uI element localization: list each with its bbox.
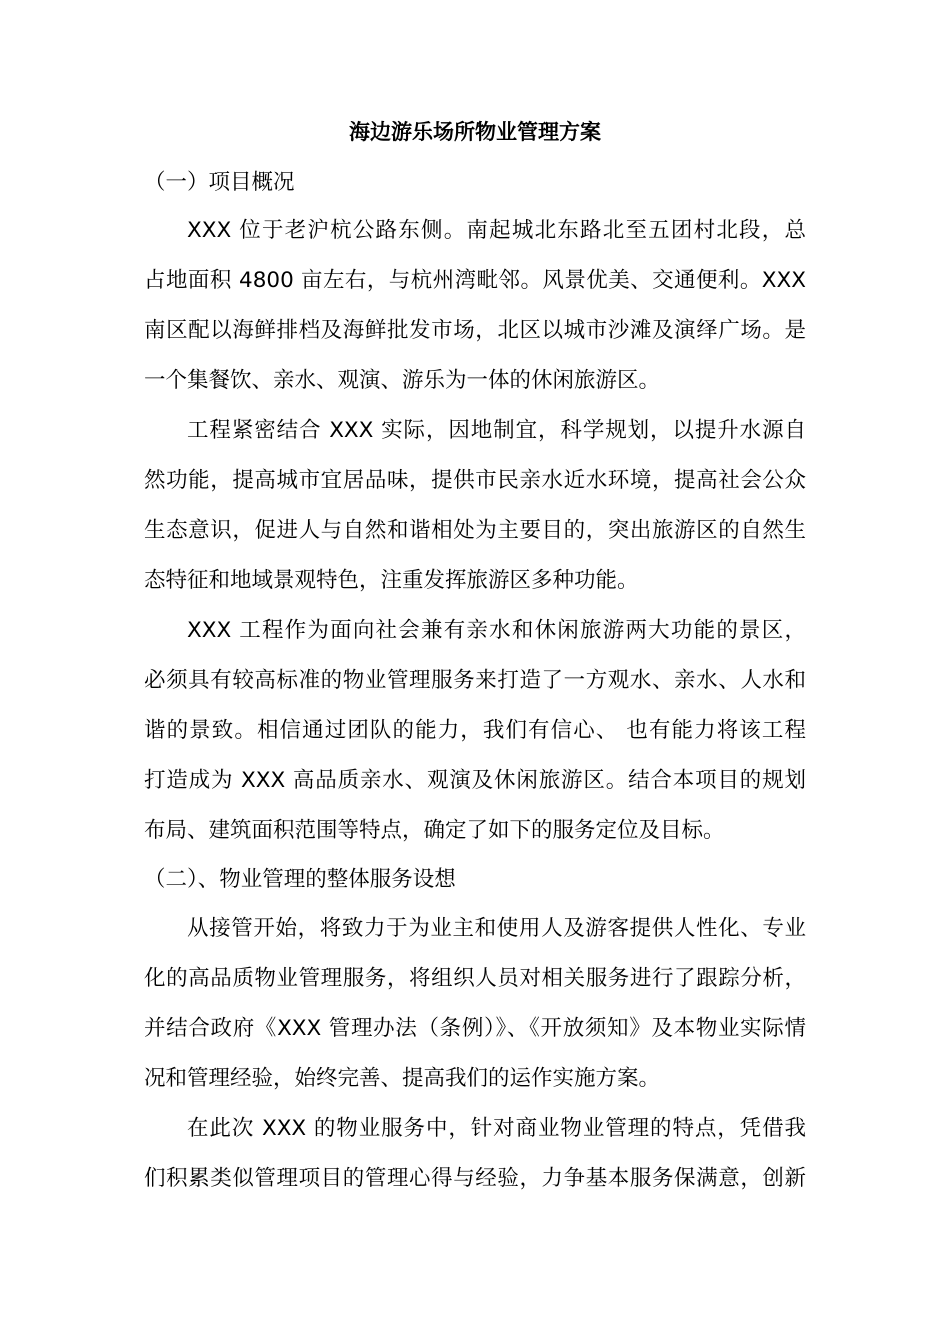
paragraph-line: 谐的景致。相信通过团队的能力，我们有信心、 也有能力将该工程 <box>144 718 806 743</box>
paragraph-line: 一个集餐饮、亲水、观演、游乐为一体的休闲旅游区。 <box>144 368 661 393</box>
paragraph-line: 化的高品质物业管理服务，将组织人员对相关服务进行了跟踪分析， <box>144 966 806 991</box>
paragraph-line: 在此次 XXX 的物业服务中，针对商业物业管理的特点，凭借我 <box>187 1116 806 1141</box>
paragraph-line: 南区配以海鲜排档及海鲜批发市场，北区以城市沙滩及演绎广场。是 <box>144 318 806 343</box>
paragraph-line: 生态意识，促进人与自然和谐相处为主要目的，突出旅游区的自然生 <box>144 518 806 543</box>
paragraph-line: 布局、建筑面积范围等特点，确定了如下的服务定位及目标。 <box>144 818 725 843</box>
paragraph-line: 必须具有较高标准的物业管理服务来打造了一方观水、亲水、人水和 <box>144 668 806 693</box>
document-title: 海边游乐场所物业管理方案 <box>349 120 601 144</box>
paragraph-line: XXX 位于老沪杭公路东侧。南起城北东路北至五团村北段，总 <box>187 218 806 243</box>
paragraph-line: 然功能，提高城市宜居品味，提供市民亲水近水环境，提高社会公众 <box>144 468 806 493</box>
paragraph-line: 打造成为 XXX 高品质亲水、观演及休闲旅游区。结合本项目的规划 <box>144 768 806 793</box>
paragraph-line: 态特征和地域景观特色，注重发挥旅游区多种功能。 <box>144 568 639 593</box>
paragraph-line: 工程紧密结合 XXX 实际，因地制宜，科学规划，以提升水源自 <box>187 418 806 443</box>
paragraph-line: 况和管理经验，始终完善、提高我们的运作实施方案。 <box>144 1066 661 1091</box>
paragraph-line: 占地面积 4800 亩左右，与杭州湾毗邻。风景优美、交通便利。XXX <box>144 268 806 293</box>
section-heading-service-concept: （二）、物业管理的整体服务设想 <box>144 867 456 892</box>
paragraph-line: XXX 工程作为面向社会兼有亲水和休闲旅游两大功能的景区， <box>187 618 806 643</box>
section-heading-overview: （一）项目概况 <box>144 170 295 195</box>
paragraph-line: 从接管开始，将致力于为业主和使用人及游客提供人性化、专业 <box>187 916 806 941</box>
paragraph-line: 们积累类似管理项目的管理心得与经验，力争基本服务保满意，创新 <box>144 1166 806 1191</box>
paragraph-line: 并结合政府《XXX 管理办法（条例）》、《开放须知》及本物业实际情 <box>144 1016 806 1041</box>
